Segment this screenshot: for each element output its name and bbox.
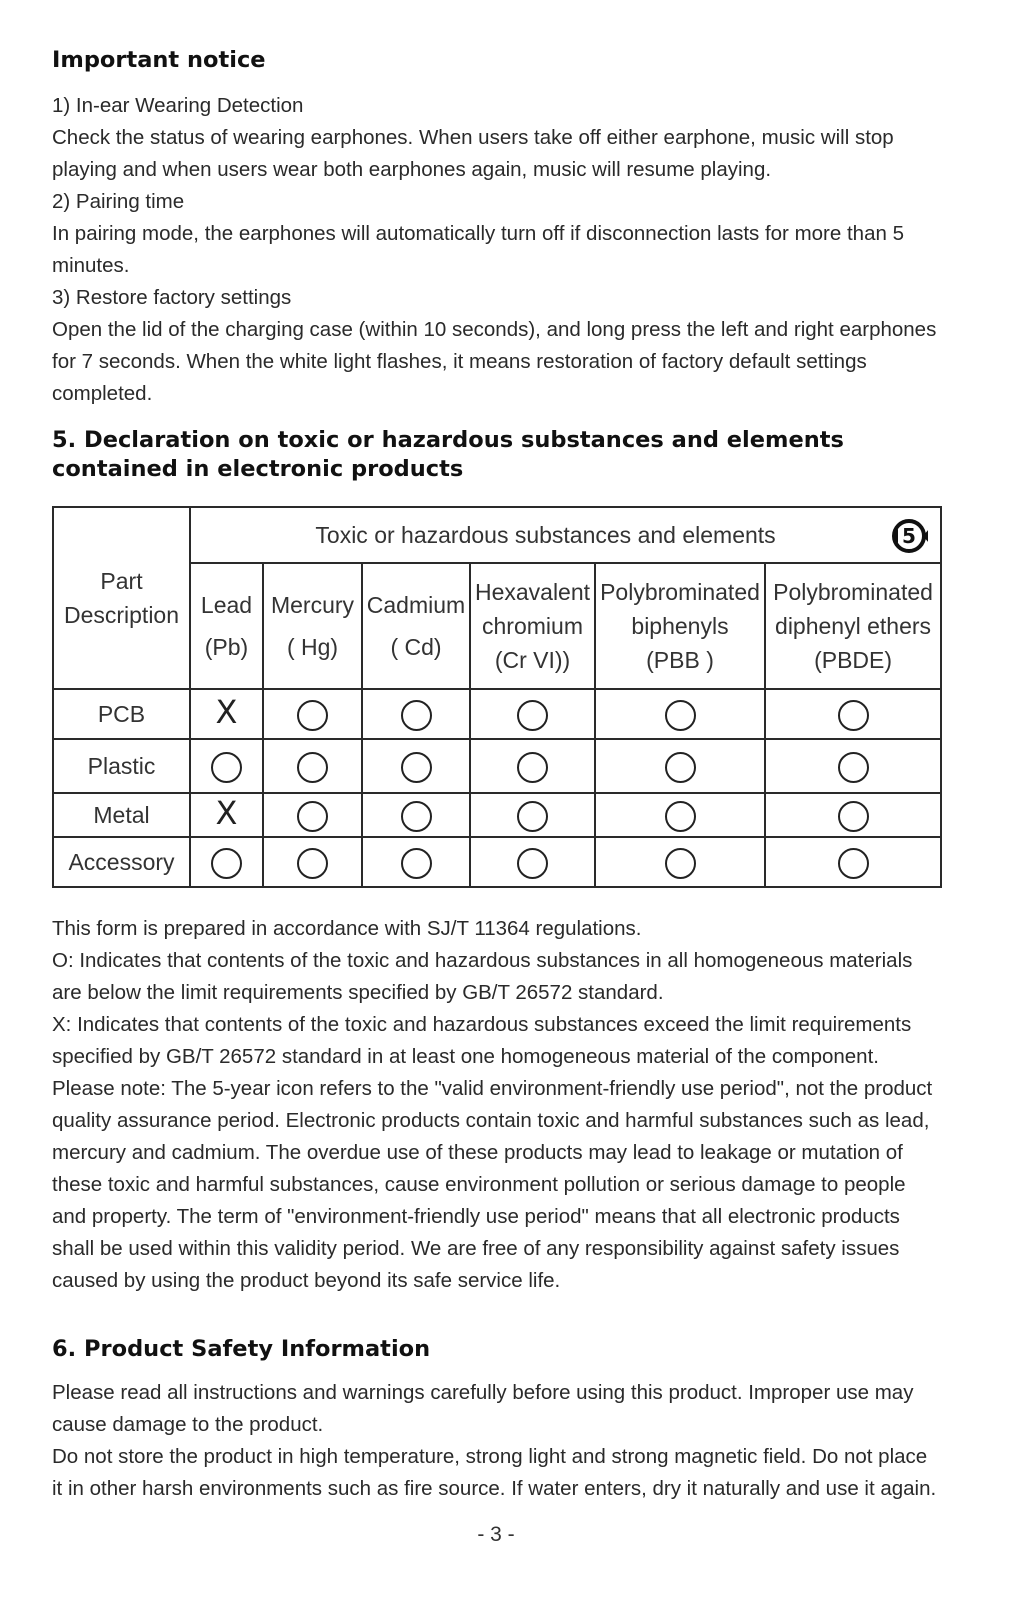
column-header-hexavalent-chromium bbox=[470, 563, 595, 689]
substance-mark-cell bbox=[263, 739, 362, 793]
note-line: and property. The term of "environment-friendly use period" means that all electronic products bbox=[52, 1205, 900, 1228]
below-limit-mark bbox=[838, 700, 869, 731]
below-limit-mark bbox=[665, 848, 696, 879]
table-row bbox=[53, 793, 941, 837]
substance-mark-cell bbox=[470, 837, 595, 887]
below-limit-mark bbox=[401, 848, 432, 879]
substance-mark-cell bbox=[595, 837, 765, 887]
column-header-line: Lead bbox=[200, 592, 253, 618]
epup-5-year-icon bbox=[888, 516, 928, 556]
substance-mark-cell bbox=[470, 793, 595, 837]
below-limit-mark bbox=[211, 848, 242, 879]
note-line: quality assurance period. Electronic products contain toxic and harmful substances such as lead, bbox=[52, 1109, 930, 1132]
substance-mark-cell bbox=[190, 689, 263, 739]
table-row bbox=[53, 739, 941, 793]
column-header-line: biphenyls bbox=[631, 613, 729, 639]
substance-mark-cell bbox=[362, 739, 470, 793]
column-header-line: (Pb) bbox=[204, 634, 249, 660]
table-header-row bbox=[53, 507, 941, 563]
below-limit-mark bbox=[838, 848, 869, 879]
column-header-line: ( Cd) bbox=[390, 634, 442, 660]
substance-mark-cell bbox=[263, 793, 362, 837]
notice-line: completed. bbox=[52, 382, 153, 405]
column-header-line: Cadmium bbox=[366, 592, 466, 618]
substance-mark-cell bbox=[190, 739, 263, 793]
declaration-heading: 5. Declaration on toxic or hazardous substances and elements contained in electronic products bbox=[52, 427, 844, 482]
page-number: - 3 - bbox=[477, 1523, 515, 1546]
part-name-cell: PCB bbox=[53, 689, 190, 739]
column-header-line: ( Hg) bbox=[286, 634, 339, 660]
table-row bbox=[53, 837, 941, 887]
part-name-cell: Accessory bbox=[53, 837, 190, 887]
exceeds-limit-mark: X bbox=[215, 794, 238, 832]
substance-mark-cell bbox=[362, 837, 470, 887]
safety-line: cause damage to the product. bbox=[52, 1413, 324, 1436]
part-description-header bbox=[53, 507, 190, 689]
note-line: Please note: The 5-year icon refers to the "valid environment-friendly use period", not the product bbox=[52, 1077, 933, 1100]
note-line: shall be used within this validity period. We are free of any responsibility against safety issues bbox=[52, 1237, 900, 1260]
column-header-line: (Cr VI)) bbox=[494, 647, 571, 673]
substance-mark-cell bbox=[263, 837, 362, 887]
safety-body bbox=[52, 1377, 942, 1505]
substance-mark-cell bbox=[765, 739, 941, 793]
note-line: specified by GB/T 26572 standard in at least one homogeneous material of the component. bbox=[52, 1045, 879, 1068]
safety-line: it in other harsh environments such as fire source. If water enters, dry it naturally and use it again. bbox=[52, 1477, 937, 1500]
column-header-pbde bbox=[765, 563, 941, 689]
note-line: O: Indicates that contents of the toxic and hazardous substances in all homogeneous materials bbox=[52, 949, 913, 972]
column-header-line: Polybrominated bbox=[773, 579, 933, 605]
note-line: This form is prepared in accordance with SJ/T 11364 regulations. bbox=[52, 917, 642, 940]
safety-line: Please read all instructions and warnings carefully before using this product. Improper use may bbox=[52, 1381, 914, 1404]
notice-line: 2) Pairing time bbox=[52, 190, 185, 213]
note-line: are below the limit requirements specified by GB/T 26572 standard. bbox=[52, 981, 664, 1004]
column-header-line: Mercury bbox=[270, 592, 355, 618]
notice-line: minutes. bbox=[52, 254, 130, 277]
column-header-cadmium bbox=[362, 563, 470, 689]
part-header-line: Part bbox=[100, 568, 143, 594]
substances-group-label: Toxic or hazardous substances and elements bbox=[315, 522, 776, 548]
below-limit-mark bbox=[297, 752, 328, 783]
epup-icon-digit: 5 bbox=[902, 524, 917, 548]
notice-line: Open the lid of the charging case (within 10 seconds), and long press the left and right earphones bbox=[52, 318, 937, 341]
column-header-line: (PBB ) bbox=[646, 647, 714, 673]
below-limit-mark bbox=[665, 752, 696, 783]
column-header-mercury bbox=[263, 563, 362, 689]
substance-mark-cell bbox=[470, 689, 595, 739]
note-line: X: Indicates that contents of the toxic and hazardous substances exceed the limit requirements bbox=[52, 1013, 912, 1036]
note-line: these toxic and harmful substances, cause environment pollution or serious damage to people bbox=[52, 1173, 906, 1196]
below-limit-mark bbox=[838, 801, 869, 832]
column-header-lead bbox=[190, 563, 263, 689]
below-limit-mark bbox=[517, 700, 548, 731]
exceeds-limit-mark: X bbox=[215, 693, 238, 731]
column-header-line: diphenyl ethers bbox=[775, 613, 932, 639]
below-limit-mark bbox=[211, 752, 242, 783]
safety-heading: 6. Product Safety Information bbox=[52, 1336, 431, 1362]
note-line: caused by using the product beyond its safe service life. bbox=[52, 1269, 561, 1292]
column-header-pbb bbox=[595, 563, 765, 689]
notice-line: In pairing mode, the earphones will automatically turn off if disconnection lasts for more than 5 bbox=[52, 222, 904, 245]
notice-line: 3) Restore factory settings bbox=[52, 286, 292, 309]
below-limit-mark bbox=[838, 752, 869, 783]
column-header-line: Polybrominated bbox=[600, 579, 760, 605]
substance-mark-cell bbox=[263, 689, 362, 739]
substance-mark-cell bbox=[765, 837, 941, 887]
substance-mark-cell bbox=[362, 793, 470, 837]
below-limit-mark bbox=[401, 752, 432, 783]
table-row bbox=[53, 689, 941, 739]
below-limit-mark bbox=[297, 801, 328, 832]
declaration-notes bbox=[52, 913, 942, 1297]
below-limit-mark bbox=[401, 801, 432, 832]
hazardous-substances-table bbox=[52, 506, 942, 888]
notice-line: 1) In-ear Wearing Detection bbox=[52, 94, 304, 117]
safety-line: Do not store the product in high temperature, strong light and strong magnetic field. Do not place bbox=[52, 1445, 928, 1468]
note-line: mercury and cadmium. The overdue use of these products may lead to leakage or mutation of bbox=[52, 1141, 903, 1164]
below-limit-mark bbox=[517, 848, 548, 879]
column-header-line: Hexavalent bbox=[474, 579, 591, 605]
notice-line: playing and when users wear both earphones again, music will resume playing. bbox=[52, 158, 772, 181]
part-name-cell: Metal bbox=[53, 793, 190, 837]
substance-mark-cell bbox=[362, 689, 470, 739]
substance-mark-cell bbox=[190, 793, 263, 837]
part-header-line: Description bbox=[63, 602, 180, 628]
below-limit-mark bbox=[665, 801, 696, 832]
substance-mark-cell bbox=[765, 689, 941, 739]
notice-line: for 7 seconds. When the white light flashes, it means restoration of factory default settings bbox=[52, 350, 867, 373]
substance-mark-cell bbox=[595, 739, 765, 793]
below-limit-mark bbox=[665, 700, 696, 731]
column-header-line: (PBDE) bbox=[814, 647, 893, 673]
below-limit-mark bbox=[517, 752, 548, 783]
below-limit-mark bbox=[401, 700, 432, 731]
below-limit-mark bbox=[297, 848, 328, 879]
column-header-line: chromium bbox=[482, 613, 583, 639]
substance-mark-cell bbox=[765, 793, 941, 837]
part-name-cell: Plastic bbox=[53, 739, 190, 793]
below-limit-mark bbox=[517, 801, 548, 832]
substance-mark-cell bbox=[190, 837, 263, 887]
below-limit-mark bbox=[297, 700, 328, 731]
substance-mark-cell bbox=[595, 793, 765, 837]
substance-mark-cell bbox=[470, 739, 595, 793]
substance-mark-cell bbox=[595, 689, 765, 739]
table-body bbox=[53, 689, 941, 887]
notice-line: Check the status of wearing earphones. When users take off either earphone, music will stop bbox=[52, 126, 894, 149]
notice-body bbox=[52, 90, 942, 410]
notice-heading: Important notice bbox=[52, 47, 266, 73]
substances-group-header bbox=[190, 507, 941, 563]
